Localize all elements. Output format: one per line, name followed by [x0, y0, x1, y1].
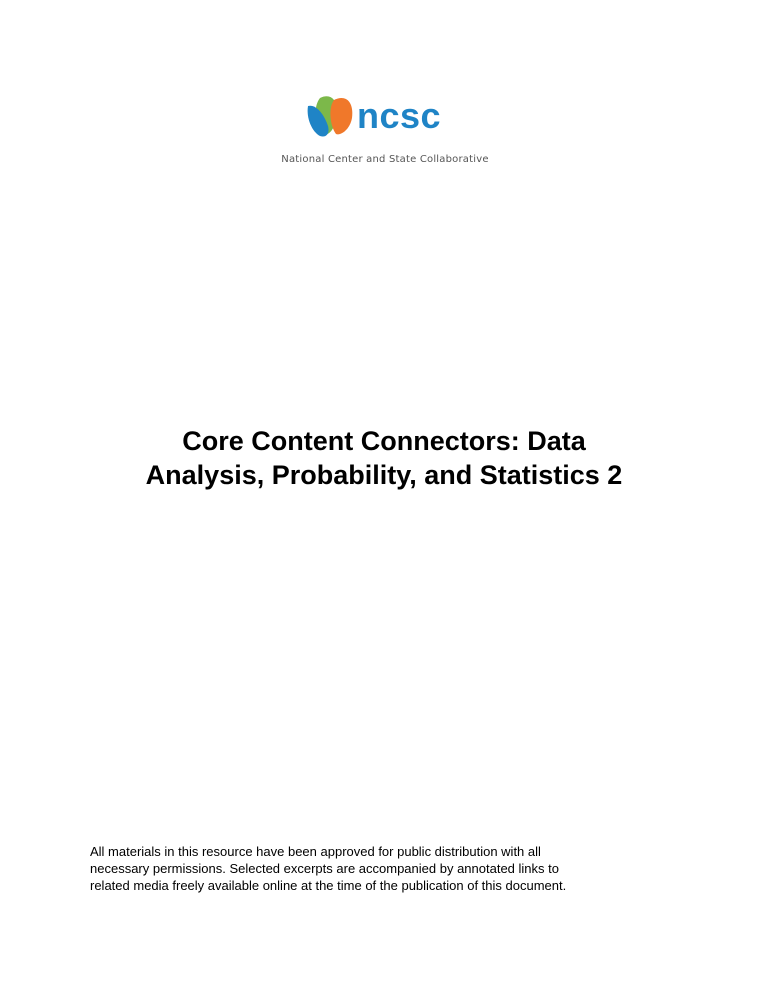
title-line: Analysis, Probability, and Statistics 2	[145, 460, 623, 490]
notice-line: related media freely available online at the time of the publication of this document.	[90, 878, 567, 893]
document-title	[84, 424, 684, 492]
logo-wordmark: ncsc	[357, 95, 442, 136]
logo-tagline: National Center and State Collaborative	[281, 154, 489, 165]
notice-line: necessary permissions. Selected excerpts are accompanied by annotated links to	[90, 861, 559, 876]
permissions-notice	[90, 843, 690, 894]
ncsc-logo	[270, 90, 500, 172]
notice-line: All materials in this resource have been approved for public distribution with all	[90, 844, 541, 859]
title-line: Core Content Connectors: Data	[182, 426, 586, 456]
ncsc-leaf-logo-icon	[306, 90, 358, 138]
